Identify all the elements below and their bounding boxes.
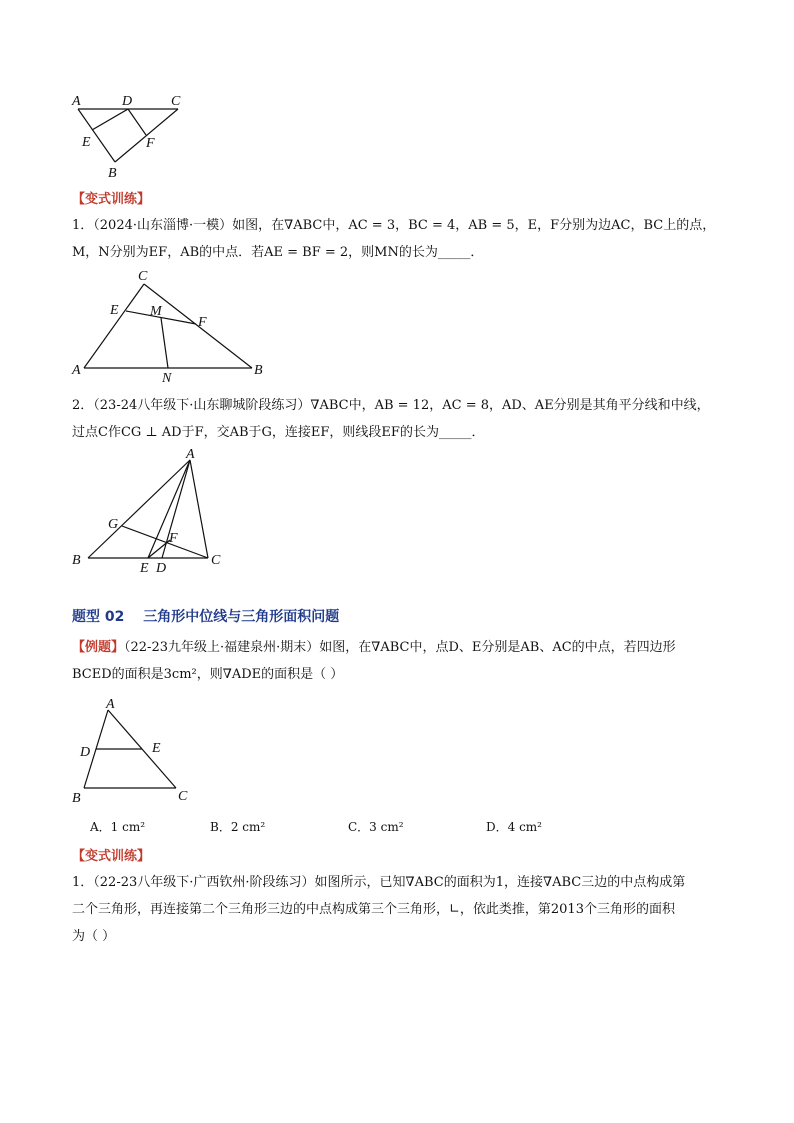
- variant1-q1-line1: 1．（2024·山东淄博·一模）如图，在∇ABC中，AC = 3，BC = 4，AB = 5，E，F分别为边AC，BC上的点，: [72, 218, 716, 233]
- fig2-label-f: F: [198, 315, 207, 330]
- example-tag: 【例题】: [72, 640, 125, 655]
- fig3-label-d: D: [156, 561, 167, 576]
- variant2-q1-line2: 二个三角形，再连接第二个三角形三边的中点构成第三个三角形，∟，依此类推，第2013个三角形的面积: [72, 902, 675, 917]
- section-heading: [72, 606, 339, 626]
- example-text-1: （22-23九年级上·福建泉州·期末）如图，在∇ABC中，点D、E分别是AB、AC的中点，若四边形: [124, 640, 676, 655]
- fig2-label-c: C: [138, 269, 148, 284]
- variant2-q1-line1: 1．（22-23八年级下·广西钦州·阶段练习）如图所示，已知∇ABC的面积为1，连接∇ABC三边的中点构成第: [72, 875, 686, 890]
- fig3-label-a: A: [186, 448, 195, 462]
- fig2-label-a: A: [72, 363, 81, 378]
- variant-training-tag-2: 【变式训练】: [72, 849, 151, 864]
- fig4-label-d: D: [80, 745, 91, 760]
- fig4-label-c: C: [178, 789, 188, 804]
- fig3-label-g: G: [108, 517, 119, 532]
- variant2-q1-line3: 为（ ）: [72, 929, 116, 944]
- example-line2: BCED的面积是3cm²，则∇ADE的面积是（ ）: [72, 667, 344, 682]
- option-a[interactable]: A．1 cm²: [90, 820, 146, 834]
- option-d[interactable]: D．4 cm²: [486, 820, 542, 834]
- fig3-label-b: B: [72, 553, 81, 568]
- figure-1-triangle: [60, 90, 200, 180]
- option-c[interactable]: C．3 cm²: [348, 820, 404, 834]
- option-b[interactable]: B．2 cm²: [210, 820, 266, 834]
- fig3-label-c: C: [211, 553, 221, 568]
- fig1-label-d: D: [122, 94, 133, 109]
- variant1-q1-line2: M，N分别为EF，AB的中点．若AE = BF = 2，则MN的长为_____．: [72, 245, 484, 260]
- section-heading-prefix: 题型 02: [72, 609, 125, 625]
- fig1-label-b: B: [108, 166, 117, 180]
- fig2-label-e: E: [110, 303, 119, 318]
- fig1-label-e: E: [82, 135, 91, 150]
- fig4-label-b: B: [72, 791, 81, 806]
- variant-training-tag-1: 【变式训练】: [72, 192, 151, 207]
- fig3-label-e: E: [140, 561, 149, 576]
- fig1-label-f: F: [146, 136, 155, 151]
- variant1-q2-line1: 2．（23-24八年级下·山东聊城阶段练习）∇ABC中，AB = 12，AC = 8，AD、AE分别是其角平分线和中线，: [72, 398, 710, 413]
- fig2-label-m: M: [150, 304, 162, 319]
- figure-2-triangle: [66, 268, 276, 383]
- section-heading-title: 三角形中位线与三角形面积问题: [143, 609, 340, 625]
- example-line1: [72, 635, 676, 661]
- figure-4-triangle: [66, 692, 196, 810]
- figure-3-triangle: [66, 448, 236, 578]
- fig2-label-n: N: [162, 371, 172, 383]
- fig1-label-c: C: [171, 94, 181, 109]
- fig1-label-a: A: [72, 94, 81, 109]
- fig2-label-b: B: [254, 363, 263, 378]
- fig4-label-a: A: [106, 697, 115, 712]
- variant1-q2-line2: 过点C作CG ⊥ AD于F，交AB于G，连接EF，则线段EF的长为_____．: [72, 425, 485, 440]
- fig3-label-f: F: [169, 531, 178, 546]
- fig4-label-e: E: [152, 741, 161, 756]
